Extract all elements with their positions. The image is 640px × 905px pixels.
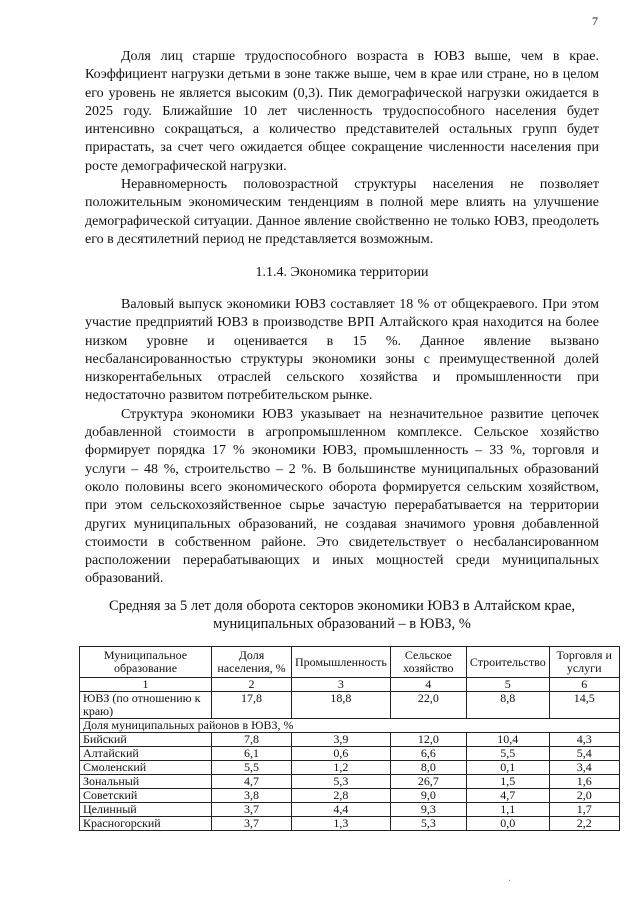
header-agriculture: Сельское хозяйство [390, 647, 466, 678]
body-text-bottom [85, 296, 599, 589]
section-heading: 1.1.4. Экономика территории [255, 265, 429, 280]
paragraph: Неравномерность половозрастной структуры населения не позволяет положительным экономическим тенденциям в полной мере влиять на улучшение демографической ситуации. Данное явление свойственно не только ЮВЗ, преодолеть его в десятилетний период не представляется возможным. [85, 177, 599, 247]
table-row [80, 803, 620, 817]
table-cell: 3,4 [549, 761, 619, 775]
paragraph: Доля лиц старше трудоспособного возраста в ЮВЗ выше, чем в крае. Коэффициент нагрузки детьми в зоне также выше, чем в крае или стране, но в целом его уровень не является высоким (0,3). Пик демографической нагрузки ожидается в 2025 году. Ближайшие 10 лет численность трудоспособного населения будет интенсивно сокращаться, а количество представителей остальных групп будет прирастать, за счет чего ожидается общее сокращение численности населения при росте демографической нагрузки. [85, 49, 599, 174]
table-row [80, 733, 620, 747]
table-cell: Зональный [80, 775, 212, 789]
table-cell: 6,6 [390, 747, 466, 761]
paragraph: Структура экономики ЮВЗ указывает на незначительное развитие цепочек добавленной стоимости в агропромышленном комплексе. Сельское хозяйство формирует порядка 17 % экономики ЮВЗ, промышленность – 33 %, торговля и услуги – 48 %, строительство – 2 %. В большинстве муниципальных образований около половины всего экономического оборота формируется сельским хозяйством, при этом сельскохозяйственное сырье зачастую перерабатывается на территории других муниципальных образований, не создавая значимого уровня добавленной стоимости в собственном районе. Это свидетельствует о несбалансированном расположении перерабатывающих и иных мощностей среди муниципальных образований. [85, 406, 599, 587]
table-cell: 1 [80, 678, 212, 692]
table-row [80, 817, 620, 831]
table-cell: 0,0 [466, 817, 549, 831]
table-row [80, 775, 620, 789]
table-caption: Средняя за 5 лет доля оборота секторов экономики ЮВЗ в Алтайском крае, муниципальных образований – в ЮВЗ, % [108, 598, 576, 632]
table-group-row [80, 719, 620, 733]
table-cell: 7,8 [212, 733, 292, 747]
body-text-top [85, 48, 599, 249]
page-number: 7 [592, 14, 598, 28]
table-cell: Алтайский [80, 747, 212, 761]
table-cell: 2,2 [549, 817, 619, 831]
table-cell: 3 [292, 678, 391, 692]
table-total-row [80, 692, 620, 719]
table-cell: 14,5 [549, 692, 619, 719]
table-cell: 9,0 [390, 789, 466, 803]
table-cell: Целинный [80, 803, 212, 817]
table-cell: 1,1 [466, 803, 549, 817]
table-cell: 1,7 [549, 803, 619, 817]
table-cell: 5,3 [390, 817, 466, 831]
table-header-row [80, 647, 620, 678]
table-cell: ЮВЗ (по отношению к краю) [80, 692, 212, 719]
table-cell: Смоленский [80, 761, 212, 775]
table-cell: 5,4 [549, 747, 619, 761]
table-cell: 5,5 [466, 747, 549, 761]
header-municipality: Муниципальное образование [80, 647, 212, 678]
table-row [80, 789, 620, 803]
table-cell: 2 [212, 678, 292, 692]
table-cell: 0,6 [292, 747, 391, 761]
header-trade: Торговля и услуги [549, 647, 619, 678]
table-cell: 2,0 [549, 789, 619, 803]
table-cell: 17,8 [212, 692, 292, 719]
header-industry: Промышленность [292, 647, 391, 678]
economy-table [79, 646, 620, 831]
table-cell: 10,4 [466, 733, 549, 747]
table-cell: 1,3 [292, 817, 391, 831]
table-cell: 9,3 [390, 803, 466, 817]
table-row [80, 761, 620, 775]
table-cell: 4 [390, 678, 466, 692]
scan-mark: · [508, 876, 512, 887]
table-cell: 22,0 [390, 692, 466, 719]
table-cell: 18,8 [292, 692, 391, 719]
table-cell: 1,6 [549, 775, 619, 789]
table-group-label: Доля муниципальных районов в ЮВЗ, % [80, 719, 620, 733]
paragraph: Валовый выпуск экономики ЮВЗ составляет 18 % от общекраевого. При этом участие предприятий ЮВЗ в производстве ВРП Алтайского края находится на более низком уровне и оценивается в 15 %. Данное явление вызвано несбалансированностью структуры экономики зоны с преимущественной долей низкорентабельных отраслей сельского хозяйства и промышленности при недостаточно развитом потребительском рынке. [85, 297, 599, 404]
table-cell: 5 [466, 678, 549, 692]
table-cell: 2,8 [292, 789, 391, 803]
table-cell: 3,8 [212, 789, 292, 803]
table-cell: 3,7 [212, 817, 292, 831]
table-cell: 4,4 [292, 803, 391, 817]
table-cell: 12,0 [390, 733, 466, 747]
table-cell: 6 [549, 678, 619, 692]
table-cell: 8,0 [390, 761, 466, 775]
table-cell: 8,8 [466, 692, 549, 719]
table-cell: 3,9 [292, 733, 391, 747]
table-cell: 5,5 [212, 761, 292, 775]
table-cell: 4,7 [466, 789, 549, 803]
table-cell: Бийский [80, 733, 212, 747]
table-cell: 26,7 [390, 775, 466, 789]
table-cell: 5,3 [292, 775, 391, 789]
table-cell: 1,2 [292, 761, 391, 775]
table-cell: Красногорский [80, 817, 212, 831]
table-row [80, 747, 620, 761]
table-cell: 1,5 [466, 775, 549, 789]
table-cell: 6,1 [212, 747, 292, 761]
table-cell: 4,3 [549, 733, 619, 747]
table-cell: 3,7 [212, 803, 292, 817]
table-cell: Советский [80, 789, 212, 803]
table-index-row [80, 678, 620, 692]
header-population: Доля населения, % [212, 647, 292, 678]
table-cell: 4,7 [212, 775, 292, 789]
table-cell: 0,1 [466, 761, 549, 775]
header-construction: Строительство [466, 647, 549, 678]
